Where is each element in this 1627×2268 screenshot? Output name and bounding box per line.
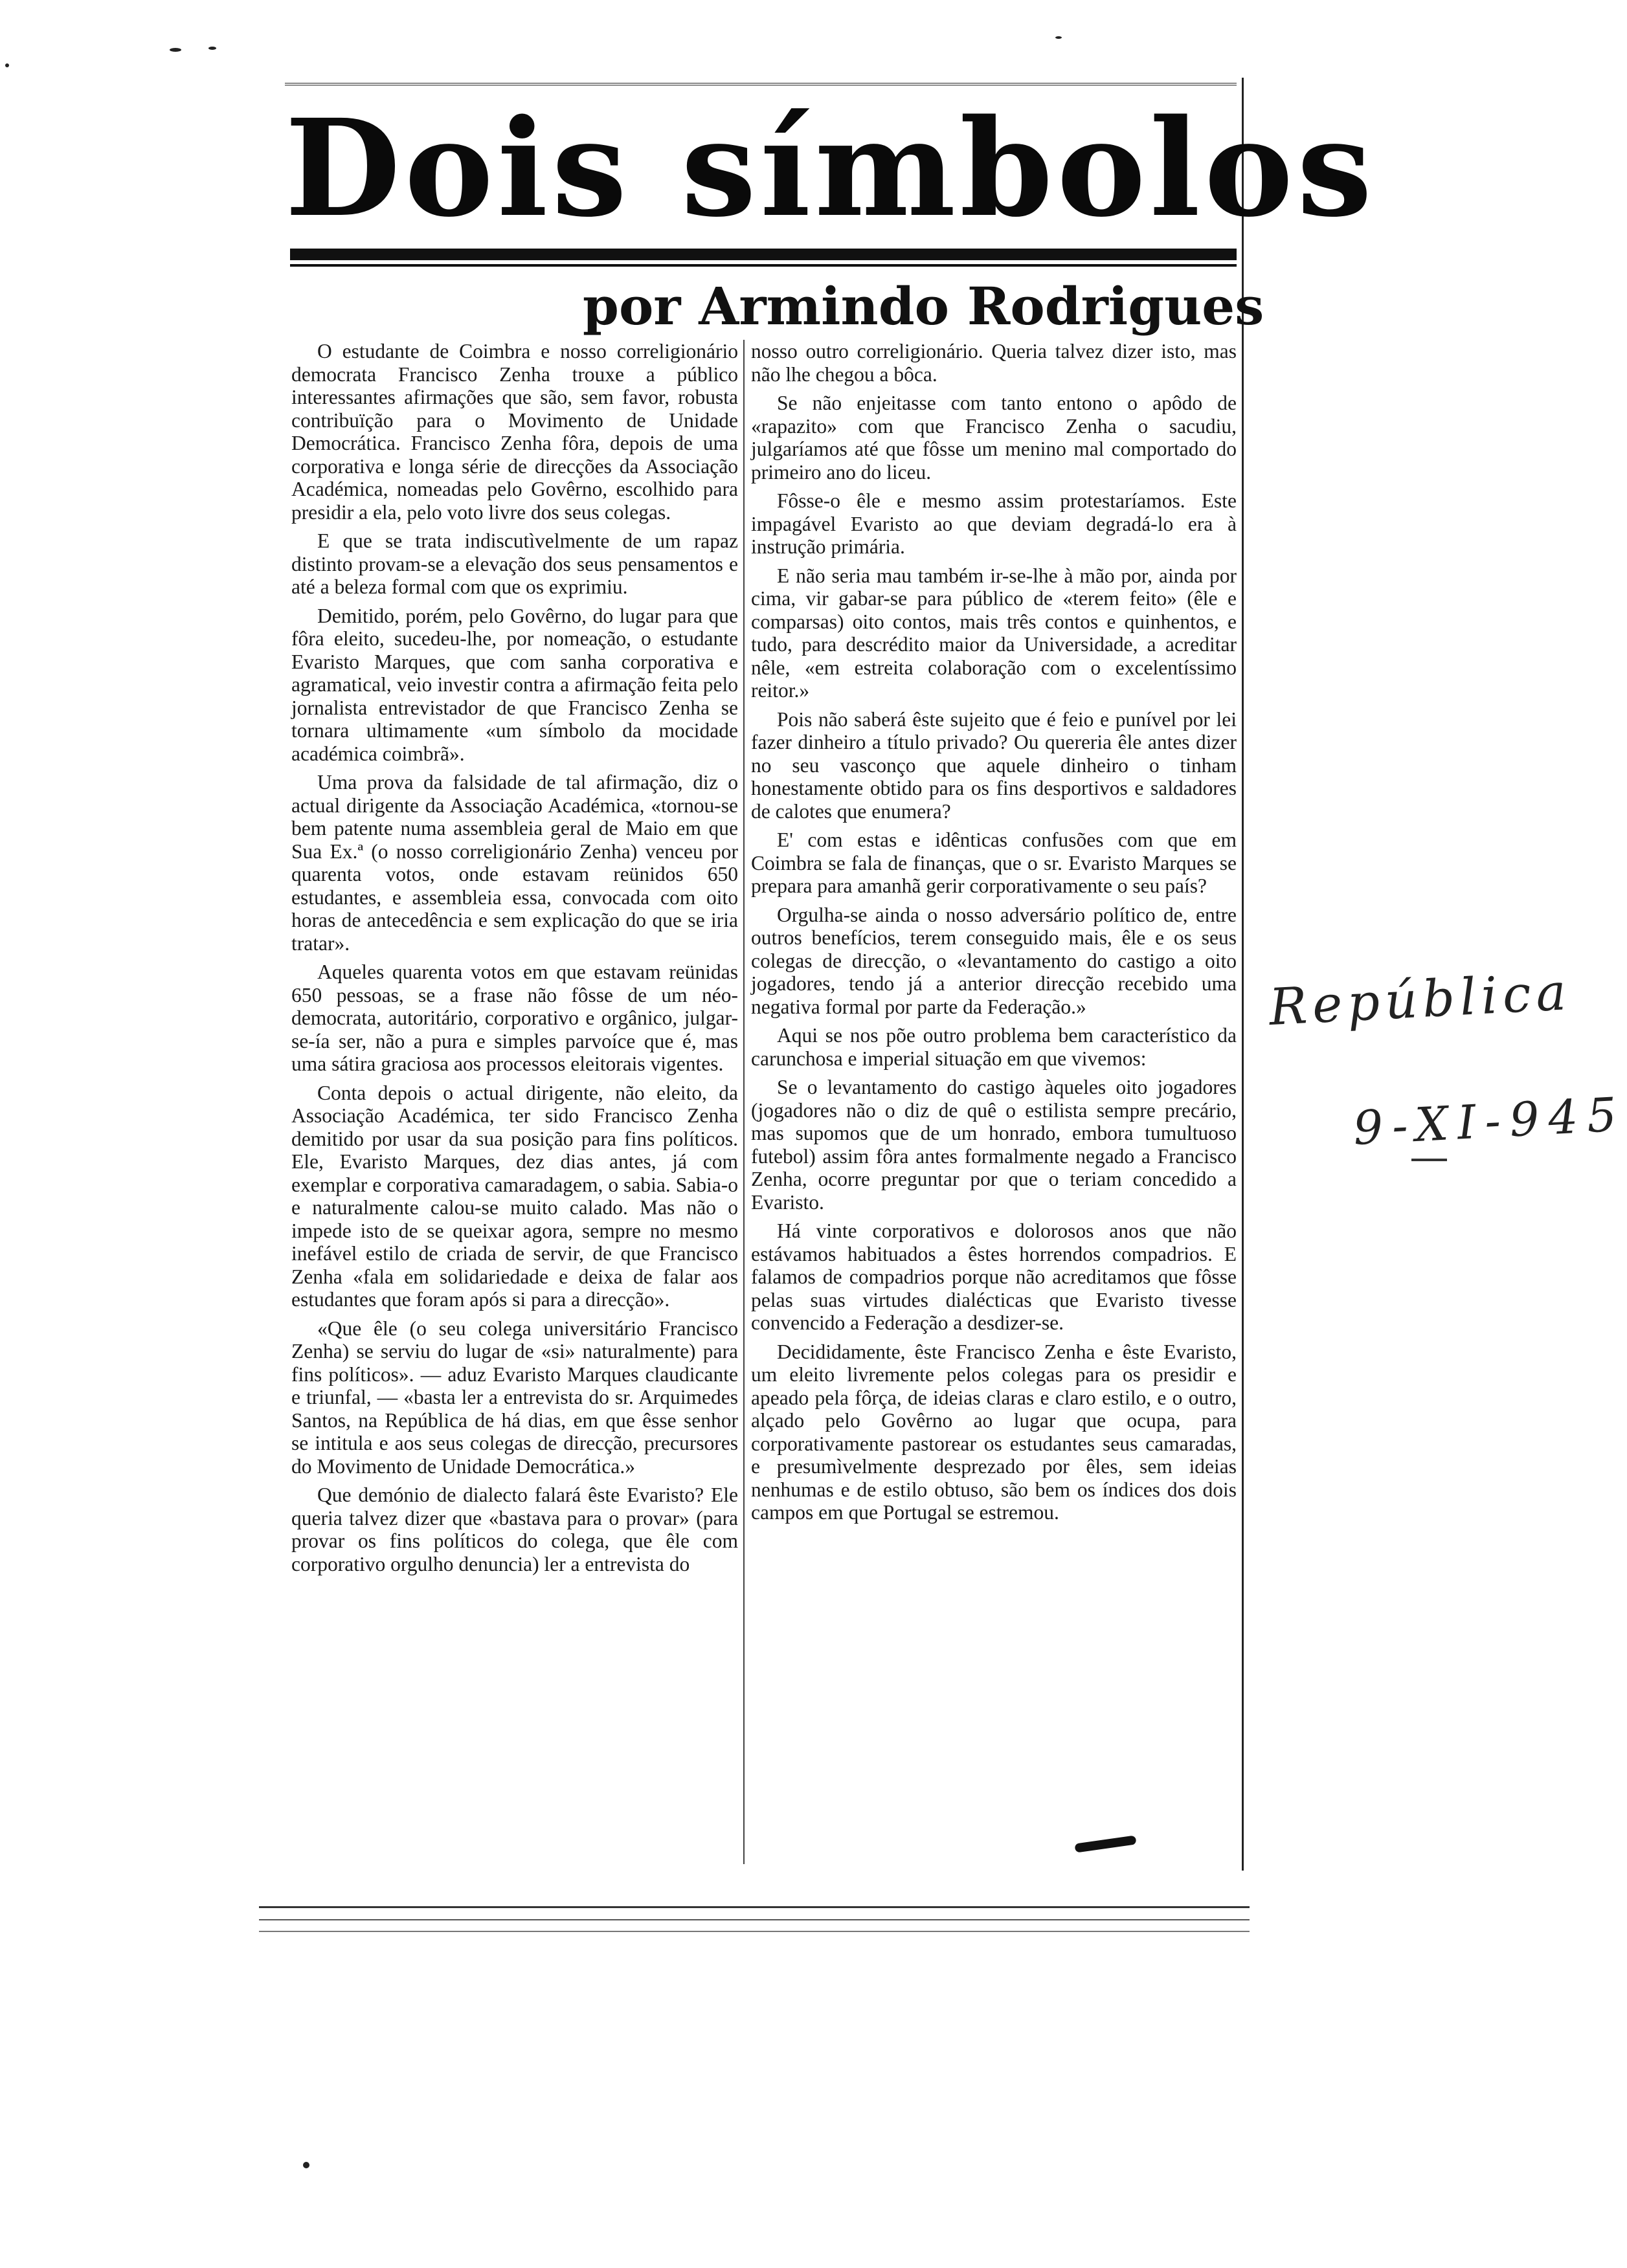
paragraph: E que se trata indiscutìvelmente de um rapaz distinto provam-se a elevação dos seus pensamentos e até a beleza formal com que os exprimiu. xyxy=(291,529,738,598)
paragraph: Se não enjeitasse com tanto entono o apôdo de «rapazito» com que Francisco Zenha o sacudiu, julgaríamos até que fôsse um menino mal comportado do primeiro ano do liceu. xyxy=(751,392,1237,484)
paragraph: «Que êle (o seu colega universitário Francisco Zenha) se serviu do lugar de «si» naturalmente) para fins políticos». — aduz Evaristo Marques claudicante e triunfal, — «basta ler a entrevista do sr. Arquimedes Santos, na República de há dias, em que êsse senhor se intitula e aos seus colegas de direcção, precursores do Movimento de Unidade Democrática.» xyxy=(291,1317,738,1478)
bottom-rule xyxy=(259,1906,1250,1908)
article-title: Dois símbolos xyxy=(285,90,1376,247)
paragraph: nosso outro correligionário. Queria talvez dizer isto, mas não lhe chegou a bôca. xyxy=(751,340,1237,386)
paragraph: O estudante de Coimbra e nosso correligionário democrata Francisco Zenha trouxe a público interessantes afirmações que são, sem favor, robusta contribuïção para o Movimento de Unidade Democrática. Francisco Zenha fôra, depois de uma corporativa e longa série de direcções da Associação Académica, nomeadas pelo Govêrno, escolhido para presidir a ela, pelo voto livre dos seus colegas. xyxy=(291,340,738,524)
paragraph: Se o levantamento do castigo àqueles oito jogadores (jogadores não o diz de quê o estilista sempre precário, mas supomos que de um honrado, embora tumultuoso futebol) assim fôra antes formalmente negado a Francisco Zenha, ocorre preguntar por que o teriam concedido a Evaristo. xyxy=(751,1076,1237,1214)
paragraph: Conta depois o actual dirigente, não eleito, da Associação Académica, ter sido Francisco Zenha demitido por usar da sua posição para fins políticos. Ele, Evaristo Marques, dez dias antes, já com exemplar e corporativa camaradagem, o sabia. Sabia-o e naturalmente calou-se muito calado. Mas não o impede isto de se queixar agora, sempre no mesmo inefável estilo de criada de servir, de que Francisco Zenha «fala em solidariedade e deixa de falar aos estudantes que foram após si para a direcção». xyxy=(291,1081,738,1311)
paragraph: Aqui se nos põe outro problema bem característico da carunchosa e imperial situação em que vivemos: xyxy=(751,1024,1237,1070)
article-column-1 xyxy=(291,340,738,1867)
paragraph: Uma prova da falsidade de tal afirmação, diz o actual dirigente da Associação Académica, «tornou-se bem patente numa assembleia geral de Maio em que Sua Ex.ª (o nosso correligionário Zenha) venceu por quarenta votos, onde estavam reünidos 650 estudantes, e assembleia essa, convocada com oito horas de antecedência e sem explicação do que se iria tratar». xyxy=(291,771,738,955)
paragraph: Fôsse-o êle e mesmo assim protestaríamos. Este impagável Evaristo ao que deviam degradá-lo era à instrução primária. xyxy=(751,489,1237,558)
paragraph: E' com estas e idênticas confusões com que em Coimbra se fala de finanças, que o sr. Evaristo Marques se prepara para amanhã gerir corporativamente o seu país? xyxy=(751,828,1237,897)
article-byline: por Armindo Rodrigues xyxy=(583,276,1264,337)
handwritten-underline xyxy=(1411,1159,1447,1161)
paragraph: Decididamente, êste Francisco Zenha e êste Evaristo, um eleito livremente pelos colegas para os presidir e apeado pela fôrça, de ideias claras e claro estilo, e o outro, alçado pelo Govêrno ao lugar que ocupa, para corporativamente pastorear os estudantes seus camaradas, e presumìvelmente desprezado por êles, sem ideias nenhumas e de estilo obtuso, são bem os índices dos dois campos em que Portugal se estremou. xyxy=(751,1340,1237,1524)
scan-speck xyxy=(5,63,9,67)
column-divider xyxy=(743,340,745,1864)
article-column-2 xyxy=(751,340,1237,1867)
handwritten-source-note: República xyxy=(1267,962,1573,1038)
bottom-rule xyxy=(259,1919,1250,1920)
scan-speck xyxy=(1055,36,1062,39)
scan-speck xyxy=(303,2162,309,2168)
title-rule-thin xyxy=(290,264,1237,267)
bottom-rule xyxy=(259,1931,1250,1932)
paragraph: Orgulha-se ainda o nosso adversário político de, entre outros benefícios, terem conseguido mais, êle e os seus colegas de direcção, o «levantamento do castigo a oito jogadores, tendo já a anterior direcção recebido uma negativa formal por parte da Federação.» xyxy=(751,903,1237,1018)
paragraph: Há vinte corporativos e dolorosos anos que não estávamos habituados a êstes horrendos compadrios. E falamos de compadrios porque não acreditamos que fôsse pelas suas virtudes dialécticas que Evaristo tivesse convencido a Federação a desdizer-se. xyxy=(751,1219,1237,1334)
title-rule xyxy=(290,249,1237,260)
paragraph: E não seria mau também ir-se-lhe à mão por, ainda por cima, vir gabar-se para público de «terem feito» (êle e comparsas) oito contos, mais três contos e quinhentos, e tudo, para descrédito maior da Universidade, a acreditar nêle, «em estreita colaboração com o excelentíssimo reitor.» xyxy=(751,564,1237,702)
handwritten-date-note: 9-XI-945 xyxy=(1352,1087,1627,1155)
paragraph: Demitido, porém, pelo Govêrno, do lugar para que fôra eleito, sucedeu-lhe, por nomeação, o estudante Evaristo Marques, que com sanha corporativa e agramatical, veio investir contra a afirmação feita pelo jornalista entrevistador de que Francisco Zenha se tornara ultimamente «um símbolo da mocidade académica coimbrã». xyxy=(291,604,738,765)
scan-speck xyxy=(208,47,216,50)
scan-speck xyxy=(170,48,181,52)
paragraph: Que demónio de dialecto falará êste Evaristo? Ele queria talvez dizer que «bastava para o provar» (para provar os fins políticos do colega, que êle com corporativo orgulho denuncia) ler a entrevista do xyxy=(291,1484,738,1575)
paragraph: Aqueles quarenta votos em que estavam reünidas 650 pessoas, se a frase não fôsse de um néo-democrata, autoritário, corporativo e orgânico, julgar-se-ía ser, não a pura e simples parvoíce que é, mas uma sátira graciosa aos processos eleitorais vigentes. xyxy=(291,961,738,1075)
paragraph: Pois não saberá êste sujeito que é feio e punível por lei fazer dinheiro a título privado? Ou quereria êle antes dizer no seu vasconço que aquele dinheiro o tinham honestamente obtido para os fins desportivos e saldadores de calotes que enumera? xyxy=(751,707,1237,823)
